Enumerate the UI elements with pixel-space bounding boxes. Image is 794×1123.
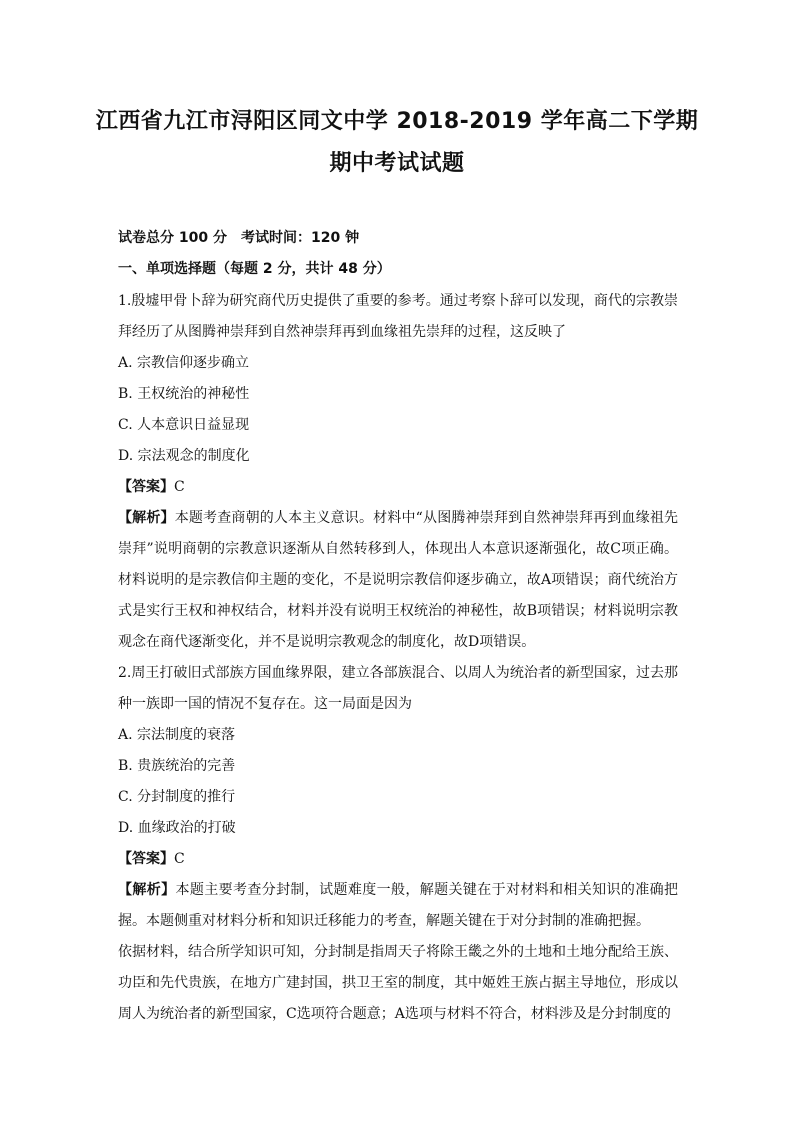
option-a: A. 宗教信仰逐步确立 — [118, 355, 250, 371]
answer-label: 【答案】 — [118, 479, 174, 495]
total-score: 试卷总分 100 分 — [118, 230, 227, 246]
exam-time: 考试时间：120 钟 — [240, 230, 360, 246]
analysis-paragraph — [118, 503, 678, 658]
analysis-label: 【解析】 — [118, 882, 176, 898]
option-c: C. 分封制度的推行 — [118, 789, 236, 805]
option-a: A. 宗法制度的衰落 — [118, 727, 236, 743]
question-stem: 1.殷墟甲骨卜辞为研究商代历史提供了重要的参考。通过考察卜辞可以发现，商代的宗教崇拜经历了从图腾神崇拜到自然神崇拜再到血缘祖先崇拜的过程，这反映了 — [118, 293, 678, 340]
answer-line — [118, 472, 678, 503]
exam-meta — [118, 227, 359, 247]
questions-body — [118, 286, 678, 1030]
analysis-paragraph-continued: 依据材料，结合所学知识可知，分封制是指周天子将除王畿之外的土地和土地分配给王族、功臣和先代贵族，在地方广建封国，拱卫王室的制度，其中姬姓王族占据主导地位，形成以周人为统治者的新型国家，C选项符合题意；A选项与材料不符合，材料涉及是分封制度的 — [118, 944, 678, 1022]
question-stem: 2.周王打破旧式部族方国血缘界限，建立各部族混合、以周人为统治者的新型国家，过去那种一族即一国的情况不复存在。这一局面是因为 — [118, 665, 678, 712]
option-b: B. 贵族统治的完善 — [118, 758, 236, 774]
answer-value: C — [174, 851, 185, 867]
section-heading: 一、单项选择题（每题 2 分，共计 48 分） — [118, 261, 391, 277]
option-d: D. 血缘政治的打破 — [118, 820, 236, 836]
document-title-line-2: 期中考试试题 — [329, 151, 465, 176]
analysis-text: 本题考查商朝的人本主义意识。材料中“从图腾神崇拜到自然神崇拜再到血缘祖先崇拜”说明商朝的宗教意识逐渐从自然转移到人，体现出人本意识逐渐强化，故C项正确。材料说明的是宗教信仰主题的变化，不是说明宗教信仰逐步确立，故A项错误；商代统治方式是实行王权和神权结合，材料并没有说明王权统治的神秘性，故B项错误；材料说明宗教观念在商代逐渐变化，并不是说明宗教观念的制度化，故D项错误。 — [118, 510, 679, 650]
analysis-text: 本题主要考查分封制，试题难度一般，解题关键在于对材料和相关知识的准确把握。本题侧重对材料分析和知识迁移能力的考查，解题关键在于对分封制的准确把握。 — [118, 882, 679, 929]
option-b: B. 王权统治的神秘性 — [118, 386, 250, 402]
option-c: C. 人本意识日益显现 — [118, 417, 250, 433]
answer-line — [118, 844, 678, 875]
answer-label: 【答案】 — [118, 851, 174, 867]
document-title-line-1: 江西省九江市浔阳区同文中学 2018-2019 学年高二下学期 — [95, 109, 699, 134]
option-d: D. 宗法观念的制度化 — [118, 448, 250, 464]
analysis-label: 【解析】 — [118, 510, 175, 526]
answer-value: C — [174, 479, 185, 495]
analysis-paragraph — [118, 875, 678, 937]
